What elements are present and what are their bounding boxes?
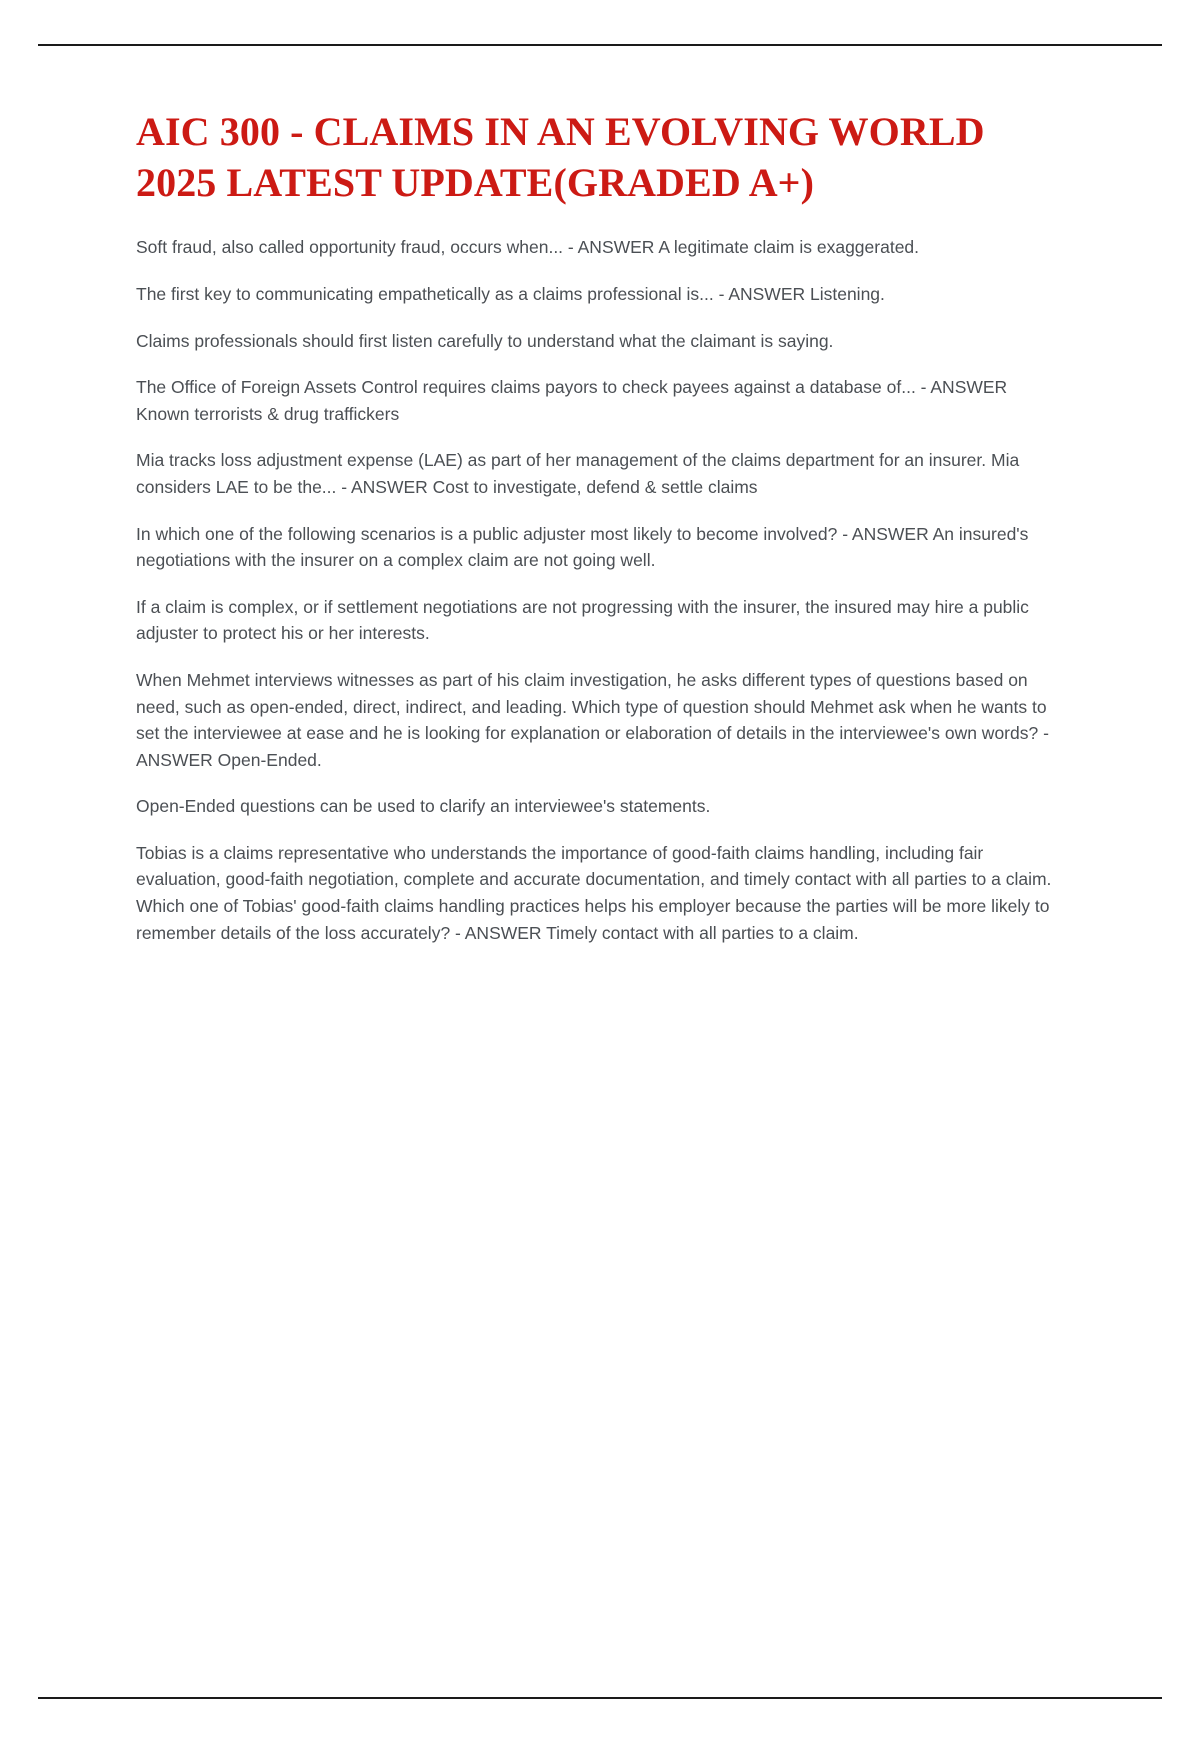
footer-divider <box>38 1697 1162 1699</box>
paragraph: The first key to communicating empathetically as a claims professional is... - ANSWER Listening. <box>136 283 885 304</box>
paragraph: Claims professionals should first listen carefully to understand what the claimant is saying. <box>136 330 834 351</box>
paragraph: In which one of the following scenarios is a public adjuster most likely to become involved? - ANSWER An insured's negotiations with the insurer on a complex claim are not going well. <box>136 523 1029 571</box>
paragraph: Mia tracks loss adjustment expense (LAE) as part of her management of the claims department for an insurer. Mia considers LAE to be the... - ANSWER Cost to investigate, defend & settle claims <box>136 450 1020 497</box>
paragraph: Tobias is a claims representative who understands the importance of good-faith claims handling, including fair evaluation, good-faith negotiation, complete and accurate documentation, and timely contact with all parties to a claim. Which one of Tobias' good-faith claims handling practices helps his employer because the parties will be more likely to remember details of the loss accurately? - ANSWER Timely contact with all parties to a claim. <box>136 842 1052 943</box>
paragraph: Open-Ended questions can be used to clarify an interviewee's statements. <box>136 796 711 817</box>
paragraph: When Mehmet interviews witnesses as part of his claim investigation, he asks different types of questions based on need, such as open-ended, direct, indirect, and leading. Which type of question should Mehmet ask when he wants to set the interviewee at ease and he is looking for explanation or elaboration of details in the interviewee's own words? - ANSWER Open-Ended. <box>136 669 1049 770</box>
paragraph: Soft fraud, also called opportunity fraud, occurs when... - ANSWER A legitimate claim is exaggerated. <box>136 237 920 258</box>
page-title: AIC 300 - CLAIMS IN AN EVOLVING WORLD 2025 LATEST UPDATE(GRADED A+) <box>136 109 985 206</box>
document-body <box>136 234 1064 946</box>
paragraph: The Office of Foreign Assets Control requires claims payors to check payees against a database of... - ANSWER Known terrorists & drug traffickers <box>136 377 1008 424</box>
document-page <box>0 44 1200 1744</box>
document-content <box>38 46 1162 946</box>
paragraph: If a claim is complex, or if settlement negotiations are not progressing with the insurer, the insured may hire a public adjuster to protect his or her interests. <box>136 596 1029 644</box>
